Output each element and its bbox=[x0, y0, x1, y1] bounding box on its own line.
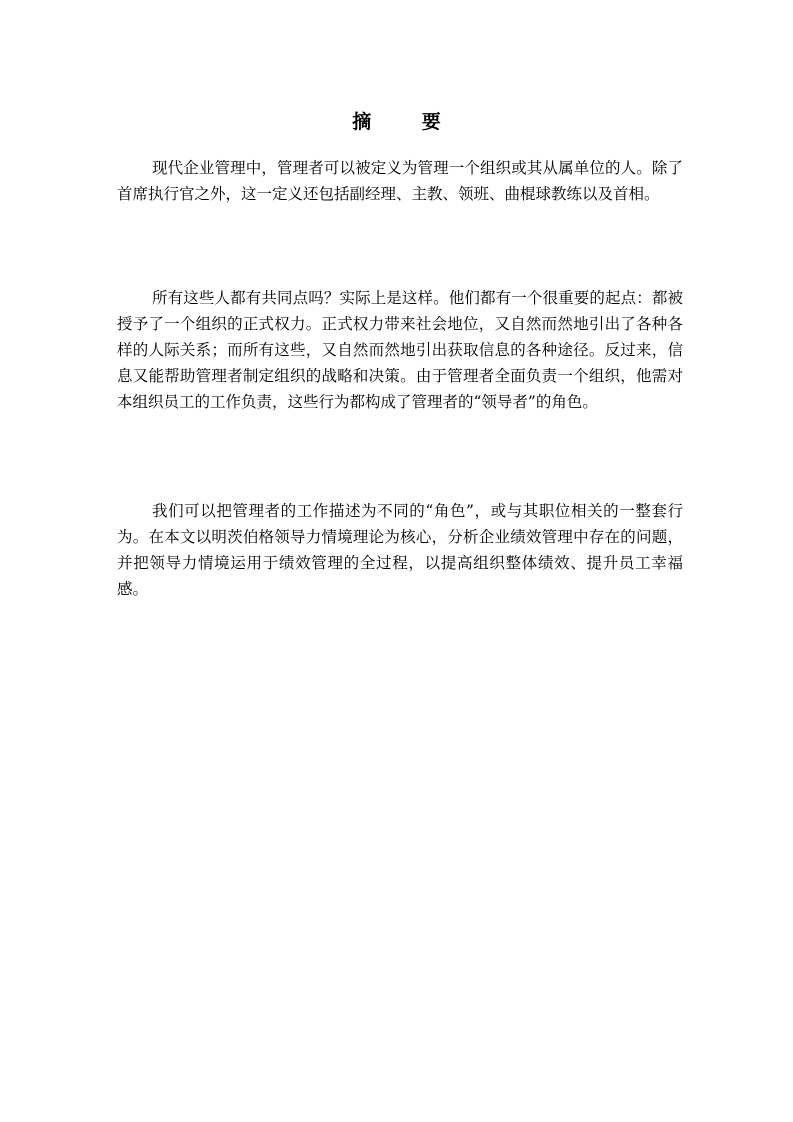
paragraph-block-1 bbox=[117, 155, 683, 207]
abstract-title: 摘 要 bbox=[352, 111, 463, 133]
abstract-paragraph-2: 所有这些人都有共同点吗？实际上是这样。他们都有一个很重要的起点：都被授予了一个组织的正式权力。正式权力带来社会地位，又自然而然地引出了各种各样的人际关系；而所有这些，又自然而然地引出获取信息的各种途径。反过来，信息又能帮助管理者制定组织的战略和决策。由于管理者全面负责一个组织，他需对本组织员工的工作负责，这些行为都构成了管理者的“领导者”的角色。 bbox=[117, 289, 683, 411]
paragraph-block-2 bbox=[117, 285, 683, 415]
paragraph-block-3 bbox=[117, 498, 683, 602]
abstract-paragraph-1: 现代企业管理中，管理者可以被定义为管理一个组织或其从属单位的人。除了首席执行官之外，这一定义还包括副经理、主教、领班、曲棍球教练以及首相。 bbox=[117, 159, 683, 203]
abstract-paragraph-3: 我们可以把管理者的工作描述为不同的“角色”，或与其职位相关的一整套行为。在本文以明茨伯格领导力情境理论为核心，分析企业绩效管理中存在的问题，并把领导力情境运用于绩效管理的全过程，以提高组织整体绩效、提升员工幸福感。 bbox=[117, 502, 683, 598]
